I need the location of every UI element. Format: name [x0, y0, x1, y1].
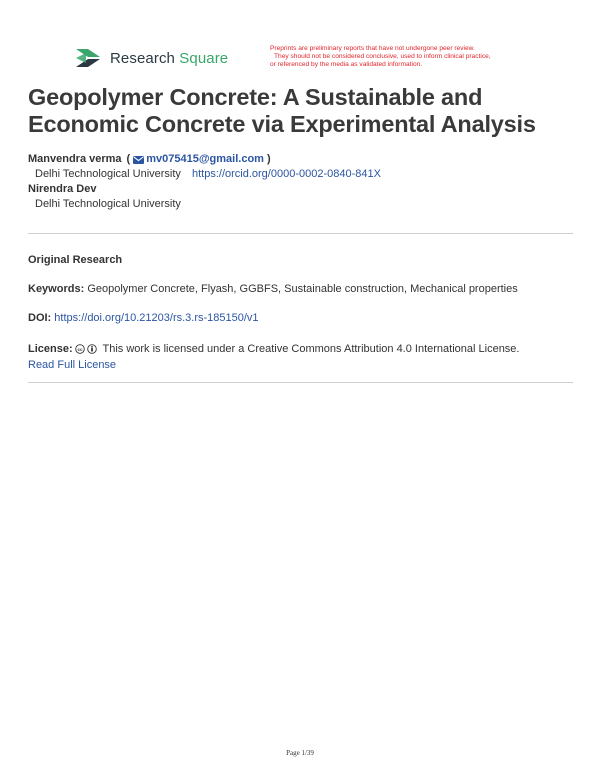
author-2-affiliation-row — [28, 197, 578, 212]
disclaimer-line: They should not be considered conclusive, used to inform clinical practice, — [274, 53, 491, 60]
logo-wordmark: Research Square — [110, 49, 229, 67]
author-name: Nirendra Dev — [28, 183, 97, 195]
author-2 — [28, 182, 578, 197]
author-list — [28, 152, 578, 212]
license-label: License: — [28, 343, 73, 355]
research-square-logo[interactable] — [74, 47, 228, 69]
orcid-link[interactable]: https://orcid.org/0000-0002-0840-841X — [191, 168, 381, 180]
disclaimer-line: or referenced by the media as validated information. — [270, 61, 423, 68]
paper-title: Geopolymer Concrete: A Sustainable and Economic Concrete via Experimental Analysis — [28, 84, 536, 137]
license-row — [28, 343, 520, 355]
license-text: This work is licensed under a Creative Commons Attribution 4.0 International License. — [102, 343, 520, 355]
article-type: Original Research — [28, 254, 123, 266]
doi-label: DOI: — [28, 312, 52, 324]
cc-license-icons — [75, 344, 97, 354]
svg-text:cc: cc — [77, 346, 83, 352]
attribution-icon — [87, 344, 97, 354]
divider — [28, 233, 573, 234]
page-number: Page 1/39 — [286, 749, 314, 757]
affiliation: Delhi Technological University — [35, 198, 181, 210]
disclaimer-line: Preprints are preliminary reports that have not undergone peer review. — [270, 45, 475, 52]
author-1-affiliation-row — [28, 167, 578, 182]
creative-commons-icon — [75, 344, 85, 354]
author-email-link[interactable]: mv075415@gmail.com — [146, 153, 264, 165]
keywords-label: Keywords: — [28, 283, 85, 295]
affiliation: Delhi Technological University — [35, 168, 181, 180]
read-full-license-link[interactable]: Read Full License — [28, 359, 117, 371]
research-square-logo-icon — [74, 47, 102, 69]
author-name: Manvendra verma — [28, 153, 122, 165]
doi-link[interactable]: https://doi.org/10.21203/rs.3.rs-185150/v1 — [54, 312, 259, 324]
mail-icon — [133, 156, 144, 164]
preprint-disclaimer — [270, 45, 540, 69]
doi-row — [28, 312, 259, 324]
divider — [28, 382, 573, 383]
keywords-row — [28, 283, 518, 295]
keywords-value: Geopolymer Concrete, Flyash, GGBFS, Sustainable construction, Mechanical properties — [87, 283, 518, 295]
author-1: Manvendra verma ( mv075415@gmail.com ) — [28, 153, 271, 165]
